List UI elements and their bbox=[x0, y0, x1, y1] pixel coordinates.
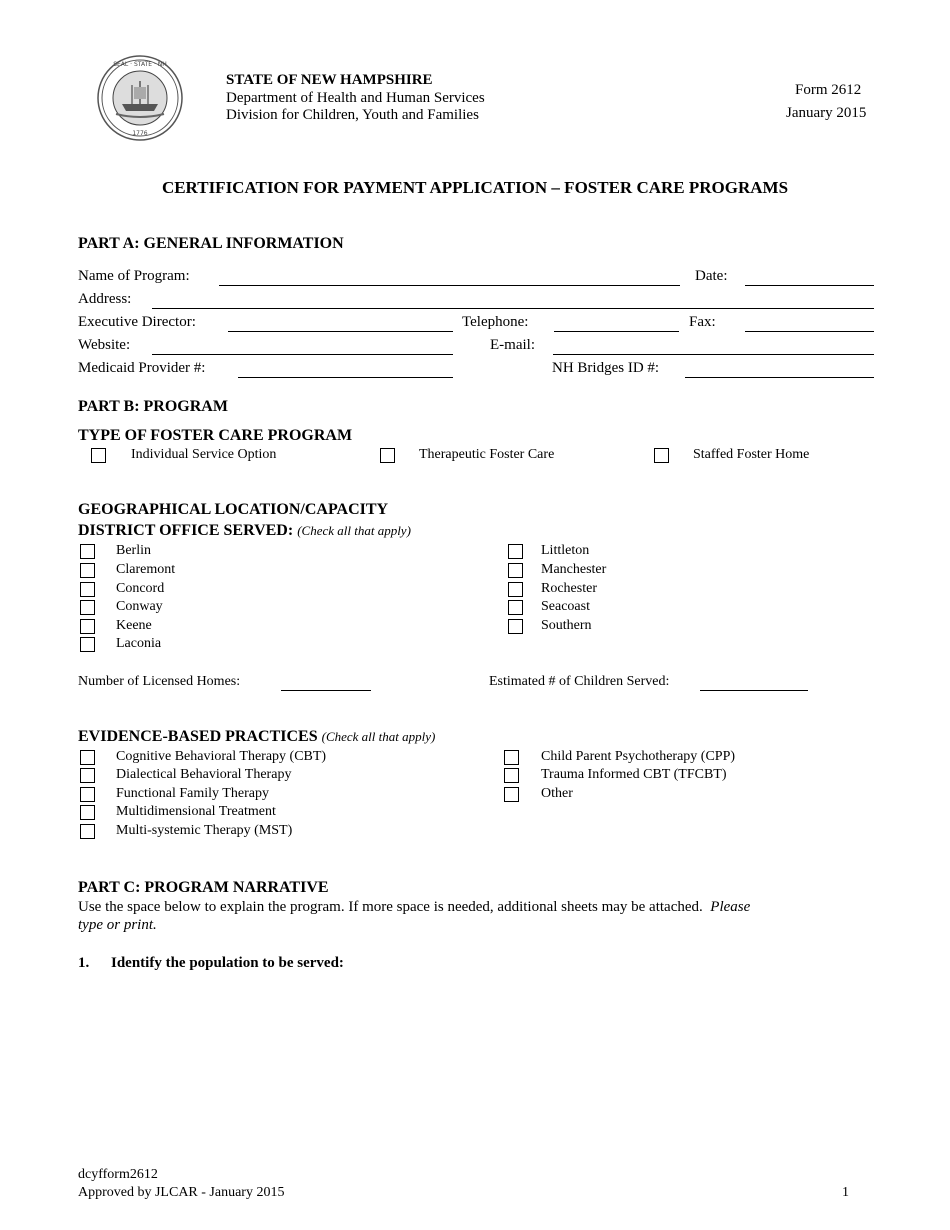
ebp-label: Trauma Informed CBT (TFCBT) bbox=[541, 767, 727, 782]
checkbox-district[interactable] bbox=[508, 619, 523, 634]
footer-approved: Approved by JLCAR - January 2015 bbox=[78, 1185, 285, 1200]
children-served-label: Estimated # of Children Served: bbox=[489, 674, 670, 689]
program-name-field[interactable] bbox=[219, 285, 680, 286]
telephone-label: Telephone: bbox=[462, 314, 529, 330]
ebp-heading-row bbox=[78, 728, 435, 746]
svg-text:1776: 1776 bbox=[132, 130, 148, 137]
checkbox-district[interactable] bbox=[80, 619, 95, 634]
checkbox-ebp[interactable] bbox=[80, 768, 95, 783]
division-name: Division for Children, Youth and Families bbox=[226, 107, 479, 123]
type-heading: TYPE OF FOSTER CARE PROGRAM bbox=[78, 427, 353, 444]
checkbox-district[interactable] bbox=[508, 600, 523, 615]
email-field[interactable] bbox=[553, 354, 874, 355]
district-label: Claremont bbox=[116, 562, 176, 577]
question-1-number: 1. bbox=[78, 955, 90, 971]
ebp-label: Multi-systemic Therapy (MST) bbox=[116, 823, 293, 838]
state-seal-logo bbox=[96, 54, 184, 142]
checkbox-staffed-foster-home[interactable] bbox=[654, 448, 669, 463]
medicaid-label: Medicaid Provider #: bbox=[78, 360, 206, 376]
instructions-italic-2: type or print. bbox=[78, 917, 157, 933]
ebp-label: Dialectical Behavioral Therapy bbox=[116, 767, 292, 782]
district-label: Berlin bbox=[116, 543, 151, 558]
geo-heading: GEOGRAPHICAL LOCATION/CAPACITY bbox=[78, 501, 389, 518]
checkbox-ebp[interactable] bbox=[80, 750, 95, 765]
checkbox-district[interactable] bbox=[508, 544, 523, 559]
state-name: STATE OF NEW HAMPSHIRE bbox=[226, 72, 433, 88]
district-heading: DISTRICT OFFICE SERVED: bbox=[78, 522, 294, 539]
district-label: Conway bbox=[116, 599, 163, 614]
email-label: E-mail: bbox=[490, 337, 535, 353]
checkbox-district[interactable] bbox=[80, 582, 95, 597]
checkbox-district[interactable] bbox=[80, 544, 95, 559]
type-label: Therapeutic Foster Care bbox=[419, 447, 555, 462]
telephone-field[interactable] bbox=[554, 331, 679, 332]
page-title: CERTIFICATION FOR PAYMENT APPLICATION – FOSTER CARE PROGRAMS bbox=[161, 178, 789, 197]
page-number: 1 bbox=[842, 1185, 849, 1200]
district-label: Laconia bbox=[116, 636, 162, 651]
executive-director-label: Executive Director: bbox=[78, 314, 196, 330]
district-heading-row bbox=[78, 522, 411, 540]
part-a-heading: PART A: GENERAL INFORMATION bbox=[78, 235, 344, 252]
district-label: Littleton bbox=[541, 543, 590, 558]
type-label: Staffed Foster Home bbox=[693, 447, 810, 462]
licensed-homes-label: Number of Licensed Homes: bbox=[78, 674, 241, 689]
fax-label: Fax: bbox=[689, 314, 716, 330]
checkbox-ebp[interactable] bbox=[504, 768, 519, 783]
ebp-label: Child Parent Psychotherapy (CPP) bbox=[541, 749, 736, 764]
executive-director-field[interactable] bbox=[228, 331, 453, 332]
nh-bridges-label: NH Bridges ID #: bbox=[552, 360, 660, 376]
department-name: Department of Health and Human Services bbox=[226, 90, 485, 106]
nh-bridges-field[interactable] bbox=[685, 377, 874, 378]
fax-field[interactable] bbox=[745, 331, 874, 332]
checkbox-ebp[interactable] bbox=[504, 787, 519, 802]
form-number: Form 2612 bbox=[795, 82, 862, 98]
checkbox-district[interactable] bbox=[80, 600, 95, 615]
ebp-label: Cognitive Behavioral Therapy (CBT) bbox=[116, 749, 327, 764]
check-all-note: (Check all that apply) bbox=[321, 729, 436, 744]
ebp-label: Functional Family Therapy bbox=[116, 786, 269, 801]
checkbox-district[interactable] bbox=[80, 563, 95, 578]
district-label: Rochester bbox=[541, 581, 597, 596]
medicaid-field[interactable] bbox=[238, 377, 453, 378]
check-all-note: (Check all that apply) bbox=[297, 523, 411, 538]
district-label: Manchester bbox=[541, 562, 607, 577]
district-label: Keene bbox=[116, 618, 152, 633]
footer-form-code: dcyfform2612 bbox=[78, 1167, 158, 1182]
type-label: Individual Service Option bbox=[131, 447, 277, 462]
svg-text:SEAL · STATE · NH: SEAL · STATE · NH bbox=[113, 61, 167, 68]
checkbox-district[interactable] bbox=[508, 582, 523, 597]
checkbox-ebp[interactable] bbox=[80, 805, 95, 820]
checkbox-ebp[interactable] bbox=[80, 824, 95, 839]
part-c-instructions bbox=[78, 899, 750, 916]
ebp-label: Multidimensional Treatment bbox=[116, 804, 276, 819]
district-label: Concord bbox=[116, 581, 165, 596]
part-b-heading: PART B: PROGRAM bbox=[78, 398, 228, 415]
checkbox-ebp[interactable] bbox=[504, 750, 519, 765]
address-label: Address: bbox=[78, 291, 132, 307]
district-label: Seacoast bbox=[541, 599, 590, 614]
address-field[interactable] bbox=[152, 308, 874, 309]
website-field[interactable] bbox=[152, 354, 453, 355]
checkbox-district[interactable] bbox=[508, 563, 523, 578]
instructions-text: Use the space below to explain the program. If more space is needed, additional sheets may be attached. bbox=[78, 899, 703, 915]
children-served-field[interactable] bbox=[700, 690, 808, 691]
checkbox-district[interactable] bbox=[80, 637, 95, 652]
website-label: Website: bbox=[78, 337, 131, 353]
checkbox-therapeutic-foster-care[interactable] bbox=[380, 448, 395, 463]
licensed-homes-field[interactable] bbox=[281, 690, 371, 691]
checkbox-ebp[interactable] bbox=[80, 787, 95, 802]
date-field[interactable] bbox=[745, 285, 874, 286]
instructions-italic: Please bbox=[710, 899, 751, 915]
program-name-label: Name of Program: bbox=[78, 268, 190, 284]
question-1-text: Identify the population to be served: bbox=[111, 955, 344, 971]
form-date: January 2015 bbox=[786, 105, 867, 121]
ebp-label: Other bbox=[541, 786, 573, 801]
checkbox-individual-service-option[interactable] bbox=[91, 448, 106, 463]
part-c-heading: PART C: PROGRAM NARRATIVE bbox=[78, 879, 329, 896]
district-label: Southern bbox=[541, 618, 592, 633]
date-label: Date: bbox=[695, 268, 728, 284]
ebp-heading: EVIDENCE-BASED PRACTICES bbox=[78, 728, 318, 745]
